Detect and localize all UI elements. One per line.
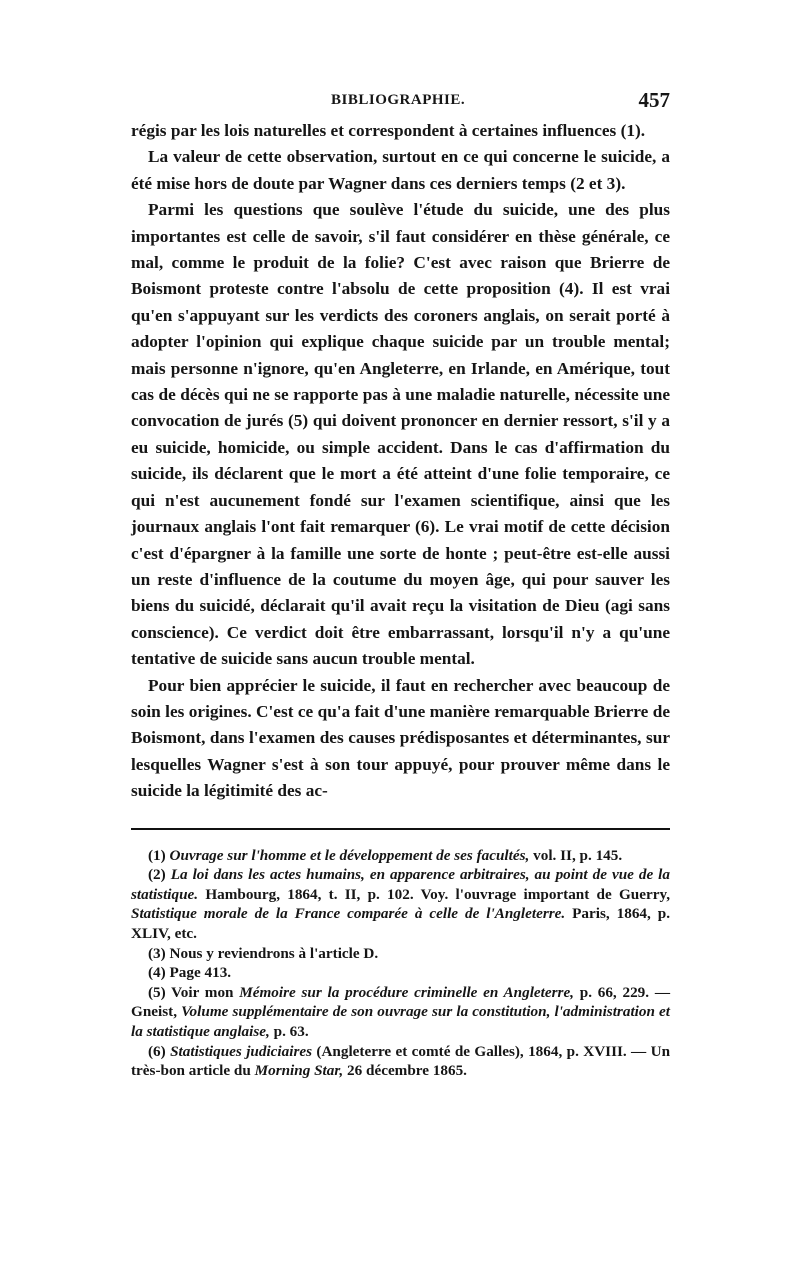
footnote-5-mid: p. 66, 229. — Gneist, [131, 983, 671, 1021]
footnote-3: (3) Nous y reviendrons à l'article D. [148, 944, 379, 962]
paragraph-continued: régis par les lois naturelles et correspondent à certaines influences (1). [131, 121, 646, 140]
footnote-6-mid: (Angleterre et comté de Galles), 1864, p. XVIII. — Un très-bon article du [131, 1042, 671, 1080]
paragraph: Parmi les questions que soulève l'étude du suicide, une des plus importantes est celle de savoir, s'il faut considérer en thèse générale, ce mal, comme le produit de la folie? C'est avec raison que Brierre de Boismont proteste contre l'absolu de cette proposition (4). Il est vrai qu'en s'appuyant sur les verdicts des coroners anglais, on serait porté à adopter l'opinion qui explique chaque suicide par un trouble mental; mais personne n'ignore, qu'en Angleterre, en Irlande, en Amérique, tout cas de décès qui ne se rapporte pas à une maladie naturelle, nécessite une convocation de jurés (5) qui doivent prononcer en dernier ressort, s'il y a eu suicide, homicide, ou simple accident. Dans le cas d'affirmation du suicide, ils déclarent que le mort a été atteint d'une folie temporaire, ce qui n'est aucunement fondé sur l'examen scientifique, ainsi que les journaux anglais l'ont fait remarquer (6). Le vrai motif de cette décision c'est d'épargner à la famille une sorte de honte ; peut-être est-elle aussi un reste d'influence de la coutume du moyen âge, qui pour sauver les biens du suicidé, déclarait qu'il avait reçu la visitation de Dieu (agi sans conscience). Ce verdict doit être embarrassant, lorsqu'il n'y a qu'une tentative de suicide sans aucun trouble mental. [131, 200, 670, 669]
footnote-6-title-2: Morning Star, [254, 1062, 344, 1080]
footnote-divider [131, 828, 670, 830]
footnote-6-title: Statistiques judiciaires [170, 1042, 313, 1060]
running-title: BIBLIOGRAPHIE. [331, 92, 466, 108]
footnotes [131, 846, 670, 1081]
book-page [131, 88, 670, 1081]
paragraph: Pour bien apprécier le suicide, il faut en rechercher avec beaucoup de soin les origines. C'est ce qu'a fait d'une manière remarquable Brierre de Boismont, dans l'examen des causes prédisposantes et déterminantes, sur lesquelles Wagner s'est à son tour appuyé, pour prouver même dans le suicide la légitimité des ac- [131, 675, 670, 801]
paragraph: La valeur de cette observation, surtout en ce qui concerne le suicide, a été mise hors de doute par Wagner dans ces derniers temps (2 et 3). [131, 147, 670, 193]
footnote-1 [131, 846, 670, 866]
footnote-1-rest: vol. II, p. 145. [533, 846, 623, 864]
footnote-6 [131, 1042, 670, 1081]
footnote-2-mid: Hambourg, 1864, t. II, p. 102. Voy. l'ouvrage important de Guerry, [205, 885, 671, 903]
footnote-2-title: La loi dans les actes humains, en apparence arbitraires, au point de vue de la statistique. [131, 866, 670, 903]
page-header [131, 88, 670, 118]
footnote-4: (4) Page 413. [148, 964, 232, 982]
footnote-5 [131, 983, 670, 1042]
body-text [131, 118, 670, 805]
footnote-5-rest: p. 63. [273, 1022, 309, 1040]
footnote-2 [131, 865, 670, 943]
footnote-5-lead: (5) Voir mon [148, 983, 234, 1001]
footnote-1-title: Ouvrage sur l'homme et le développement de ses facultés, [169, 846, 530, 864]
footnote-2-title-2: Statistique morale de la France comparée à celle de l'Angleterre. [131, 905, 566, 923]
footnote-2-rest: Paris, 1864, p. XLIV, etc. [131, 905, 670, 942]
footnote-5-title-2: Volume supplémentaire de son ouvrage sur la constitution, l'administration et la statistique anglaise, [131, 1003, 670, 1040]
footnote-6-number: (6) [148, 1042, 166, 1060]
footnote-6-rest: 26 décembre 1865. [347, 1062, 467, 1080]
page-number: 457 [638, 88, 670, 112]
footnote-2-number: (2) [148, 866, 166, 884]
footnote-5-title: Mémoire sur la procédure criminelle en Angleterre, [239, 983, 574, 1001]
footnote-1-number: (1) [148, 846, 166, 864]
